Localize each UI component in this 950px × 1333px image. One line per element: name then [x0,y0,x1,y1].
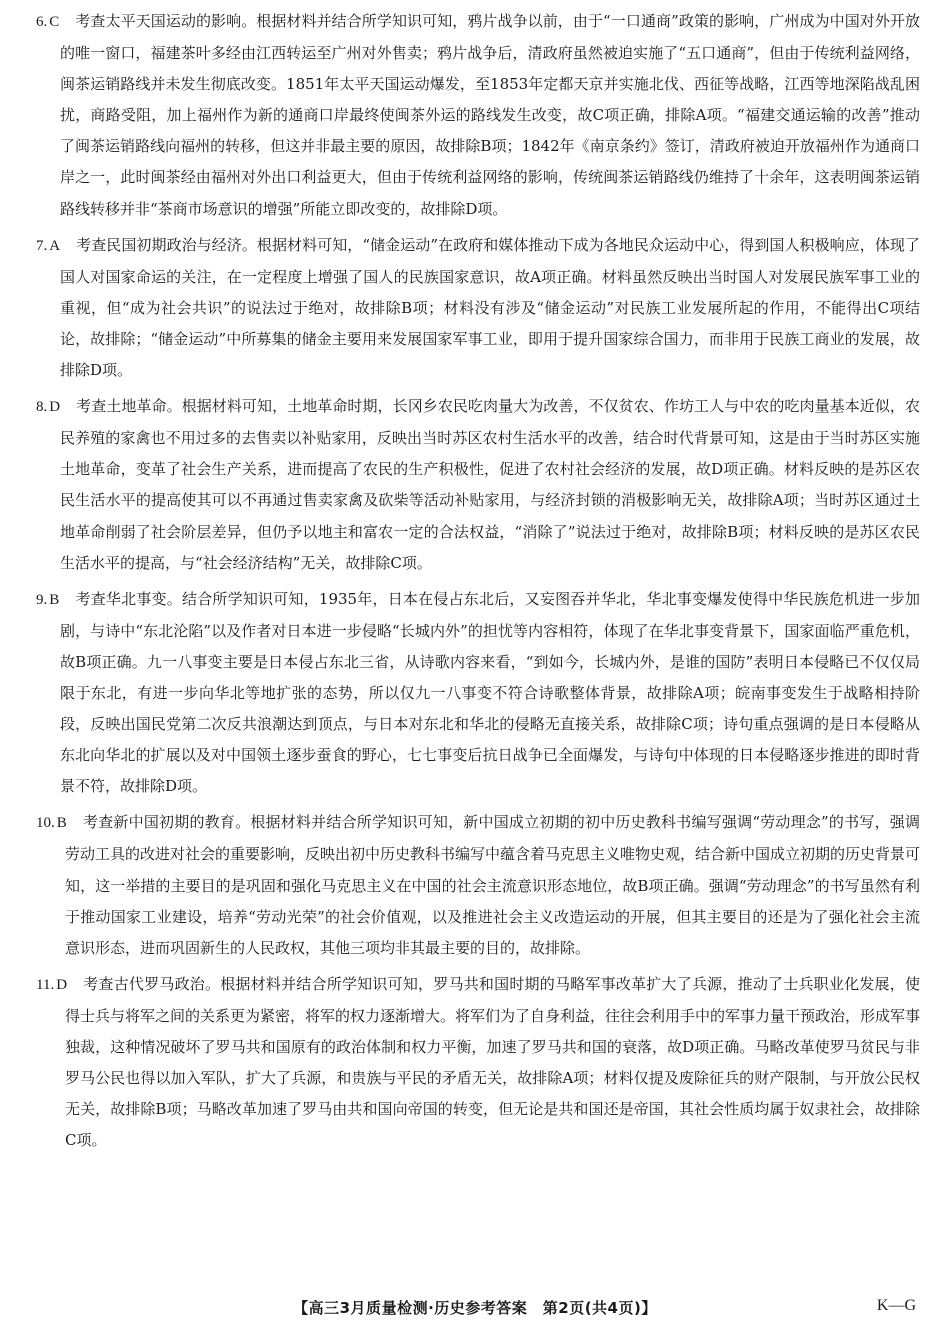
answer-item-11 [36,969,920,1157]
item-answer: B [49,591,60,608]
answer-key-page [36,6,920,1161]
item-number: 6. [36,14,48,30]
item-answer: D [49,399,61,416]
item-explanation: 考查华北事变。结合所学知识可知，1935年，日本在侵占东北后，又妄图吞并华北，华北事变爆发使得中华民族危机进一步加剧，与诗中“东北沦陷”以及作者对日本进一步侵略“长城内外”的担忧等内容相符，体现了在华北事变背景下，国家面临严重危机，故B项正确。九一八事变主要是日本侵占东北三省，从诗歌内容来看，“到如今，长城内外，是谁的国防”表明日本侵略已不仅仅局限于东北，有进一步向华北等地扩张的态势，所以仅九一八事变不符合诗歌整体背景，故排除A项；皖南事变发生于战略相持阶段，反映出国民党第二次反共浪潮达到顶点，与日本对东北和华北的侵略无直接关系，故排除C项；诗句重点强调的是日本侵略从东北向华北的扩展以及对中国领土逐步蚕食的野心，七七事变后抗日战争已全面爆发，与诗句中体现的日本侵略逐步推进的即时背景不符，故排除D项。 [60,589,920,796]
footer-title: 【高三3月质量检测·历史参考答案 第2页(共4页)】 [293,1299,657,1317]
item-number: 10. [36,815,55,832]
item-explanation: 考查民国初期政治与经济。根据材料可知，“储金运动”在政府和媒体推动下成为各地民众运动中心，得到国人积极响应，体现了国人对国家命运的关注，在一定程度上增强了国人的民族国家意识，故A项正确。材料虽然反映出当时国人对发展民族军事工业的重视，但“成为社会共识”的说法过于绝对，故排除B项；材料没有涉及“储金运动”对民族工业发展所起的作用，不能得出C项结论，故排除；“储金运动”中所募集的储金主要用来发展国家军事工业，即用于提升国家综合国力，而非用于民族工商业的发展，故排除D项。 [60,235,920,380]
item-number: 11. [36,976,55,993]
item-answer: D [56,976,68,993]
item-explanation: 考查新中国初期的教育。根据材料并结合所学知识可知，新中国成立初期的初中历史教科书编写强调“劳动理念”的书写，强调劳动工具的改进对社会的重要影响，反映出初中历史教科书编写中蕴含着马克思主义唯物史观，结合新中国成立初期的历史背景可知，这一举措的主要目的是巩固和强化马克思主义在中国的社会主流意识形态地位，故B项正确。强调“劳动理念”的书写虽然有利于推动国家工业建设，培养“劳动光荣”的社会价值观，以及推进社会主义改造运动的开展，但其主要目的还是为了强化社会主流意识形态，进而巩固新生的人民政权，其他三项均非其最主要的目的，故排除。 [65,813,921,957]
item-number: 9. [36,591,48,608]
page-footer [0,1297,950,1321]
item-explanation: 考查土地革命。根据材料可知，土地革命时期，长冈乡农民吃肉量大为改善，不仅贫农、作坊工人与中农的吃肉量基本近似，农民养殖的家禽也不用过多的去售卖以补贴家用，反映出当时苏区农村生活水平的改善，结合时代背景可知，这是由于当时苏区实施土地革命，变革了社会生产关系，进而提高了农民的生产积极性，促进了农村社会经济的发展，故D项正确。材料反映的是苏区农民生活水平的提高使其可以不再通过售卖家禽及砍柴等活动补贴家用，与经济封锁的消极影响无关，故排除A项；当时苏区通过土地革命削弱了社会阶层差异，但仍予以地主和富农一定的合法权益，“消除了”说法过于绝对，故排除B项；材料反映的是苏区农民生活水平的提高，与“社会经济结构”无关，故排除C项。 [60,397,920,572]
footer-code: K—G [876,1297,916,1314]
answer-item-9 [36,584,920,803]
item-explanation: 考查太平天国运动的影响。根据材料并结合所学知识可知，鸦片战争以前，由于“一口通商”政策的影响，广州成为中国对外开放的唯一窗口，福建茶叶多经由江西转运至广州对外售卖；鸦片战争后，清政府虽然被迫实施了“五口通商”，但由于传统利益网络，闽茶运销路线并未发生彻底改变。1851年太平天国运动爆发，至1853年定都天京并实施北伐、西征等战略，江西等地深陷战乱困扰，商路受阻，加上福州作为新的通商口岸最终使闽茶外运的路线发生改变，故C项正确，排除A项。“福建交通运输的改善”推动了闽茶运销路线向福州的转移，但这并非最主要的原因，故排除B项；1842年《南京条约》签订，清政府被迫开放福州作为通商口岸之一，此时闽茶经由福州对外出口利益更大，但由于传统利益网络的影响，传统闽茶运销路线仍维持了十余年，这表明闽茶运销路线转移并非“茶商市场意识的增强”所能立即改变的，故排除D项。 [60,12,920,218]
item-number: 8. [36,399,48,416]
answer-item-10 [36,807,920,963]
item-answer: A [49,237,61,254]
item-answer: C [49,14,60,30]
answer-item-6 [36,6,920,225]
item-explanation: 考查古代罗马政治。根据材料并结合所学知识可知，罗马共和国时期的马略军事改革扩大了兵源，推动了士兵职业化发展，使得士兵与将军之间的关系更为紧密，将军的权力逐渐增大。将军们为了自身利益，往往会利用手中的军事力量干预政治，形成军事独裁，这种情况破坏了罗马共和国原有的政治体制和权力平衡，加速了罗马共和国的衰落，故D项正确。马略改革使罗马贫民与非罗马公民也得以加入军队，扩大了兵源，和贵族与平民的矛盾无关，故排除A项；材料仅提及废除征兵的财产限制，与开放公民权无关，故排除B项；马略改革加速了罗马由共和国向帝国的转变，但无论是共和国还是帝国，其社会性质均属于奴隶社会，故排除C项。 [65,974,921,1150]
answer-item-8 [36,391,920,579]
answer-item-7 [36,230,920,386]
item-answer: B [56,815,67,832]
item-number: 7. [36,237,48,254]
